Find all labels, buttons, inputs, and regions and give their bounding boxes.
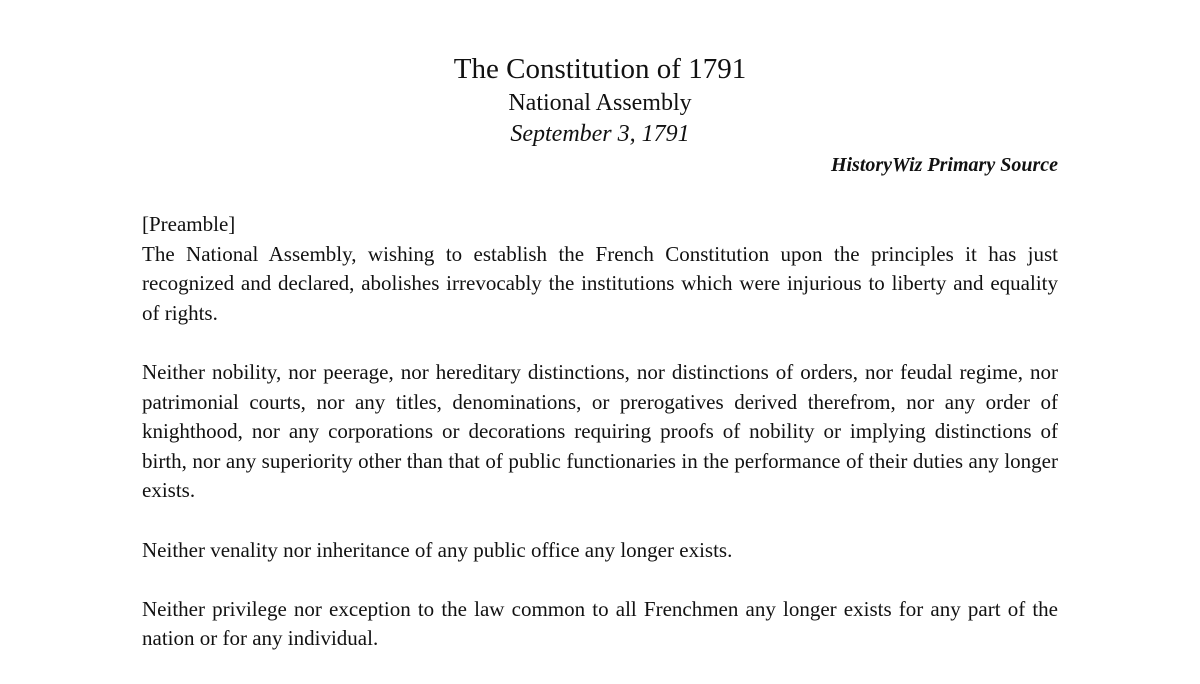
source-credit: HistoryWiz Primary Source [830,154,1058,176]
preamble-paragraph [142,210,1058,328]
paragraph: Neither privilege nor exception to the law common to all Frenchmen any longer exists for any part of the nation or for any individual. [142,596,1058,651]
paragraph-text: The National Assembly, wishing to establish the French Constitution upon the principles it has just recognized and declared, abolishes irrevocably the institutions which were injurious to liberty and equality of rights. [142,241,1058,325]
section-label: [Preamble] [142,212,236,236]
paragraph: Neither nobility, nor peerage, nor hereditary distinctions, nor distinctions of orders, nor feudal regime, nor patrimonial courts, nor any titles, denominations, or prerogatives derived therefrom, nor any order of knighthood, nor any corporations or decorations requiring proofs of nobility or implying distinctions of birth, nor any superiority other than that of public functionaries in the performance of their duties any longer exists. [142,359,1058,503]
document-body [142,210,1058,684]
document-date: September 3, 1791 [510,121,690,147]
paragraph: Neither venality nor inheritance of any public office any longer exists. [142,537,733,562]
document-title: The Constitution of 1791 [453,53,747,85]
document-subtitle: National Assembly [508,90,692,116]
